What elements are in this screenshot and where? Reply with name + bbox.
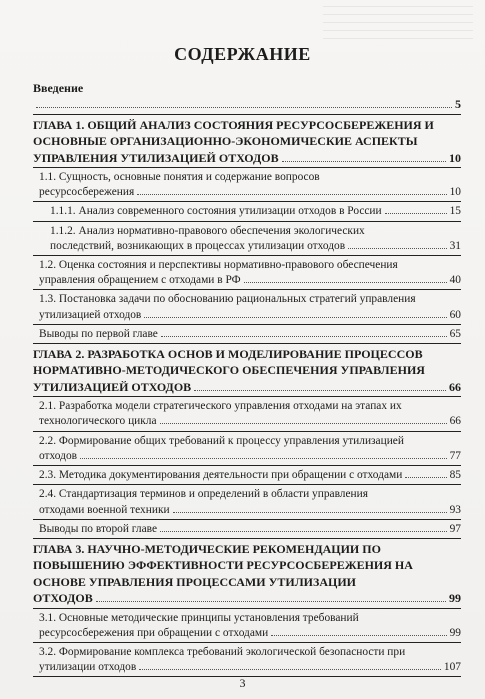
divider: [33, 343, 461, 344]
toc-page-number: 66: [449, 379, 461, 394]
toc-entry-text: Введение: [33, 81, 84, 95]
toc-entry: [33, 204, 461, 219]
toc-entry: [33, 258, 461, 288]
toc-chapter-entry: [33, 117, 461, 166]
toc-entry-text: 1.1. Сущность, основные понятия и содержание вопросов: [39, 171, 320, 184]
table-of-contents: [33, 80, 461, 679]
toc-entry-tail-text: УТИЛИЗАЦИЕЙ ОТХОДОВ: [33, 379, 192, 394]
toc-page-number: 60: [449, 308, 461, 321]
toc-entry: [33, 522, 461, 537]
toc-entry: [33, 611, 461, 641]
toc-entry-text: 3.2. Формирование комплекса требований экологической безопасности при: [39, 645, 406, 658]
toc-page-number: 10: [449, 186, 461, 199]
divider: [33, 431, 461, 432]
toc-chapter-entry: [33, 346, 461, 395]
toc-entry-text: 2.4. Стандартизация терминов и определений в области управления: [39, 488, 368, 501]
toc-entry-text: ГЛАВА 3. НАУЧНО-МЕТОДИЧЕСКИЕ РЕКОМЕНДАЦИИ ПО ПОВЫШЕНИЮ ЭФФЕКТИВНОСТИ РЕСУРСОСБЕРЕЖЕНИЯ НА ОСНОВЕ УПРАВЛЕНИЯ ПРОЦЕССАМИ УТИЛИЗАЦИИ: [33, 541, 413, 589]
toc-entry-tail-text: Выводы по второй главе: [39, 522, 158, 535]
toc-entry: [33, 224, 461, 254]
toc-entry-tail-text: утилизацией отходов: [39, 308, 142, 321]
divider: [33, 221, 461, 222]
toc-entry: [33, 170, 461, 200]
dot-leader: [271, 635, 446, 636]
dot-leader: [194, 390, 446, 391]
dot-leader: [160, 531, 447, 532]
divider: [33, 642, 461, 643]
divider: [33, 201, 461, 202]
toc-entry-tail-text: утилизации отходов: [39, 661, 137, 674]
dot-leader: [385, 213, 447, 214]
toc-entry-tail-text: 1.1.1. Анализ современного состояния утилизации отходов в России: [50, 205, 382, 218]
divider: [33, 167, 461, 168]
toc-page-number: 107: [443, 661, 461, 674]
page-number: 3: [239, 676, 246, 690]
toc-entry: [33, 399, 461, 429]
dot-leader: [161, 336, 447, 337]
toc-page-number: 93: [449, 503, 461, 516]
toc-entry-tail-text: Выводы по первой главе: [39, 327, 158, 340]
toc-entry-tail-text: УПРАВЛЕНИЯ УТИЛИЗАЦИЕЙ ОТХОДОВ: [33, 150, 279, 165]
dot-leader: [80, 458, 447, 459]
toc-entry-tail-text: ресурсосбережения: [39, 186, 135, 199]
dot-leader: [244, 282, 447, 283]
toc-entry: [33, 468, 461, 483]
toc-entry-text: 2.2. Формирование общих требований к процессу управления утилизацией: [39, 434, 404, 447]
page-title: СОДЕРЖАНИЕ: [174, 44, 311, 64]
dot-leader: [96, 601, 446, 602]
toc-entry: [33, 292, 461, 322]
toc-entry: [33, 80, 461, 113]
toc-page-number: 40: [449, 274, 461, 287]
divider: [33, 608, 461, 609]
toc-entry-text: 1.3. Постановка задачи по обоснованию рациональных стратегий управления: [39, 293, 416, 306]
toc-entry: [33, 434, 461, 464]
toc-entry-tail-text: управления обращением с отходами в РФ: [39, 274, 241, 287]
toc-entry: [33, 645, 461, 675]
divider: [33, 396, 461, 397]
dot-leader: [137, 194, 446, 195]
toc-entry-tail-text: ОТХОДОВ: [33, 591, 93, 606]
toc-page-number: 99: [449, 591, 461, 606]
toc-page-number: 15: [449, 205, 461, 218]
dot-leader: [36, 107, 452, 108]
toc-entry-tail-text: отходов: [39, 449, 78, 462]
toc-page-number: 10: [449, 150, 461, 165]
toc-chapter-entry: [33, 541, 461, 607]
toc-page-number: 77: [449, 449, 461, 462]
toc-entry-text: 3.1. Основные методические принципы установления требований: [39, 611, 359, 624]
toc-page-number: 5: [455, 97, 461, 112]
dot-leader: [139, 669, 441, 670]
dot-leader: [173, 512, 447, 513]
dot-leader: [160, 423, 447, 424]
toc-entry-tail-text: ресурсосбережения при обращении с отходами: [39, 626, 269, 639]
divider: [33, 519, 461, 520]
toc-entry-tail-text: отходами военной техники: [39, 503, 170, 516]
dot-leader: [282, 161, 446, 162]
divider: [33, 114, 461, 115]
toc-entry-tail-text: технологического цикла: [39, 415, 157, 428]
toc-page-number: 65: [449, 327, 461, 340]
toc-entry-text: 1.2. Оценка состояния и перспективы нормативно-правового обеспечения: [39, 259, 398, 272]
divider: [33, 255, 461, 256]
divider: [33, 538, 461, 539]
dot-leader: [348, 248, 447, 249]
bleed-through-text: [323, 6, 473, 46]
divider: [33, 289, 461, 290]
toc-page-number: 66: [449, 415, 461, 428]
toc-entry: [33, 327, 461, 342]
toc-entry: [33, 487, 461, 517]
toc-page-number: 85: [449, 469, 461, 482]
toc-entry-tail-text: 2.3. Методика документирования деятельности при обращении с отходами: [39, 469, 403, 482]
toc-entry-text: ГЛАВА 1. ОБЩИЙ АНАЛИЗ СОСТОЯНИЯ РЕСУРСОСБЕРЕЖЕНИЯ И ОСНОВНЫЕ ОРГАНИЗАЦИОННО-ЭКОНОМИЧЕСКИЕ АСПЕКТЫ: [33, 117, 434, 149]
toc-page-number: 97: [449, 522, 461, 535]
toc-entry-tail-text: последствий, возникающих в процессах утилизации отходов: [50, 239, 346, 252]
divider: [33, 465, 461, 466]
toc-page-number: 99: [449, 626, 461, 639]
dot-leader: [144, 317, 446, 318]
divider: [33, 484, 461, 485]
toc-entry-text: ГЛАВА 2. РАЗРАБОТКА ОСНОВ И МОДЕЛИРОВАНИЕ ПРОЦЕССОВ НОРМАТИВНО-МЕТОДИЧЕСКОГО ОБЕСПЕЧЕНИЯ УПРАВЛЕНИЯ: [33, 347, 425, 378]
dot-leader: [405, 477, 446, 478]
divider: [33, 324, 461, 325]
toc-page-number: 31: [449, 239, 461, 252]
toc-entry-text: 2.1. Разработка модели стратегического управления отходами на этапах их: [39, 400, 402, 413]
toc-entry-text: 1.1.2. Анализ нормативно-правового обеспечения экологических: [50, 224, 365, 237]
